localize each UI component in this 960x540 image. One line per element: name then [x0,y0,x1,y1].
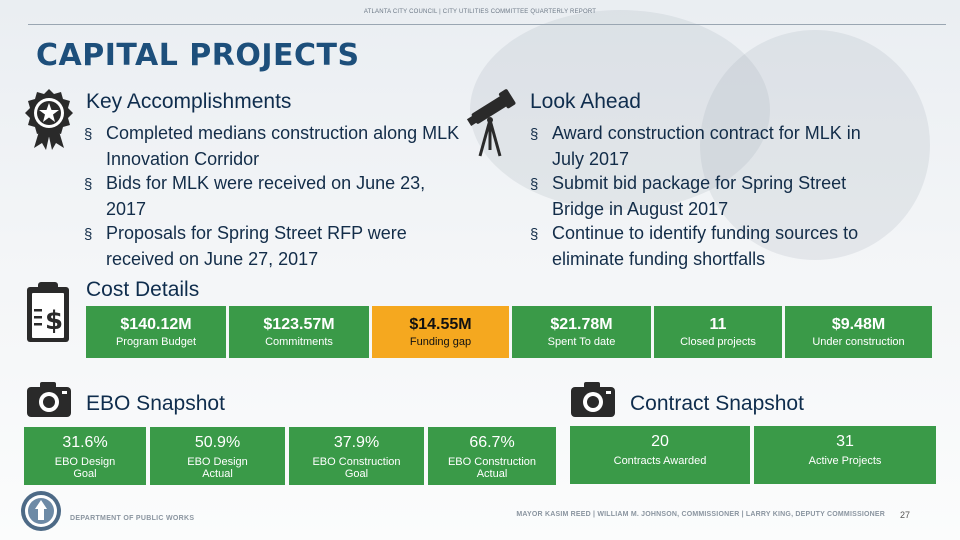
tile-value: 31.6% [62,434,108,451]
cost-tile-funding-gap [372,306,509,358]
tile-value: 11 [709,316,727,333]
tile-label: Commitments [265,336,333,348]
footer-officials: MAYOR KASIM REED | WILLIAM M. JOHNSON, COMMISSIONER | LARRY KING, DEPUTY COMMISSIONER [516,511,885,518]
ebo-tile-design-goal [24,427,146,485]
tile-label: EBO Design Goal [54,456,116,480]
report-header: ATLANTA CITY COUNCIL | CITY UTILITIES COMMITTEE QUARTERLY REPORT [363,9,597,15]
tile-value: 20 [651,433,669,450]
tile-value: $14.55M [409,316,472,333]
tile-label: EBO Construction Actual [447,456,537,480]
tile-value: 37.9% [333,434,380,451]
list-item: § Bids for MLK were received on June 23, 2017 [84,171,464,221]
list-item: § Completed medians construction along MLK Innovation Corridor [84,121,464,171]
footer-department: DEPARTMENT OF PUBLIC WORKS [70,515,195,522]
key-accomplishments-title: Key Accomplishments [86,90,292,113]
camera-icon [570,380,616,423]
tile-label: Contracts Awarded [613,455,707,467]
tile-value: $123.57M [263,316,335,333]
contract-tile-active-projects [754,426,936,484]
tile-label: Spent To date [547,336,616,348]
ebo-tile-construction-actual [428,427,556,485]
header-divider [28,24,946,25]
look-ahead-title: Look Ahead [530,90,641,113]
dollar-clipboard-icon [24,279,72,350]
tile-label: Under construction [812,336,905,348]
look-ahead-list [530,121,890,271]
tile-label: Funding gap [409,336,472,348]
list-item: § Submit bid package for Spring Street Bridge in August 2017 [530,171,890,221]
tile-label: Closed projects [680,336,756,348]
tile-label: EBO Design Actual [187,456,248,480]
telescope-icon [466,86,520,165]
svg-text:$: $ [44,306,64,336]
tile-value: $9.48M [831,316,886,333]
list-item: § Continue to identify funding sources to eliminate funding shortfalls [530,221,890,271]
tile-label: EBO Construction Goal [312,456,401,480]
tile-value: $21.78M [550,316,613,333]
tile-label: Active Projects [808,455,882,467]
city-seal-icon [20,490,62,537]
key-accomplishments-list [84,121,464,271]
ebo-tile-construction-goal [289,427,424,485]
ebo-snapshot-title: EBO Snapshot [86,392,225,415]
tile-value: 66.7% [469,434,515,451]
cost-tile-under-construction [785,306,932,358]
contract-tile-awarded [570,426,750,484]
ebo-tile-design-actual [150,427,285,485]
cost-tile-commitments [229,306,369,358]
cost-details-title: Cost Details [86,278,200,301]
list-item: § Proposals for Spring Street RFP were received on June 27, 2017 [84,221,464,271]
cost-tile-spent-to-date [512,306,651,358]
page-number: 27 [900,510,911,520]
tile-value: 31 [836,433,854,450]
tile-value: 50.9% [194,434,241,451]
tile-label: Program Budget [115,336,197,348]
cost-tile-program-budget [86,306,226,358]
award-badge-icon [24,88,74,155]
cost-tile-closed-projects [654,306,782,358]
contract-snapshot-title: Contract Snapshot [630,392,804,415]
tile-value: $140.12M [120,316,192,333]
list-item: § Award construction contract for MLK in July 2017 [530,121,890,171]
camera-icon [26,380,72,423]
page-title: CAPITAL PROJECTS [36,38,360,73]
